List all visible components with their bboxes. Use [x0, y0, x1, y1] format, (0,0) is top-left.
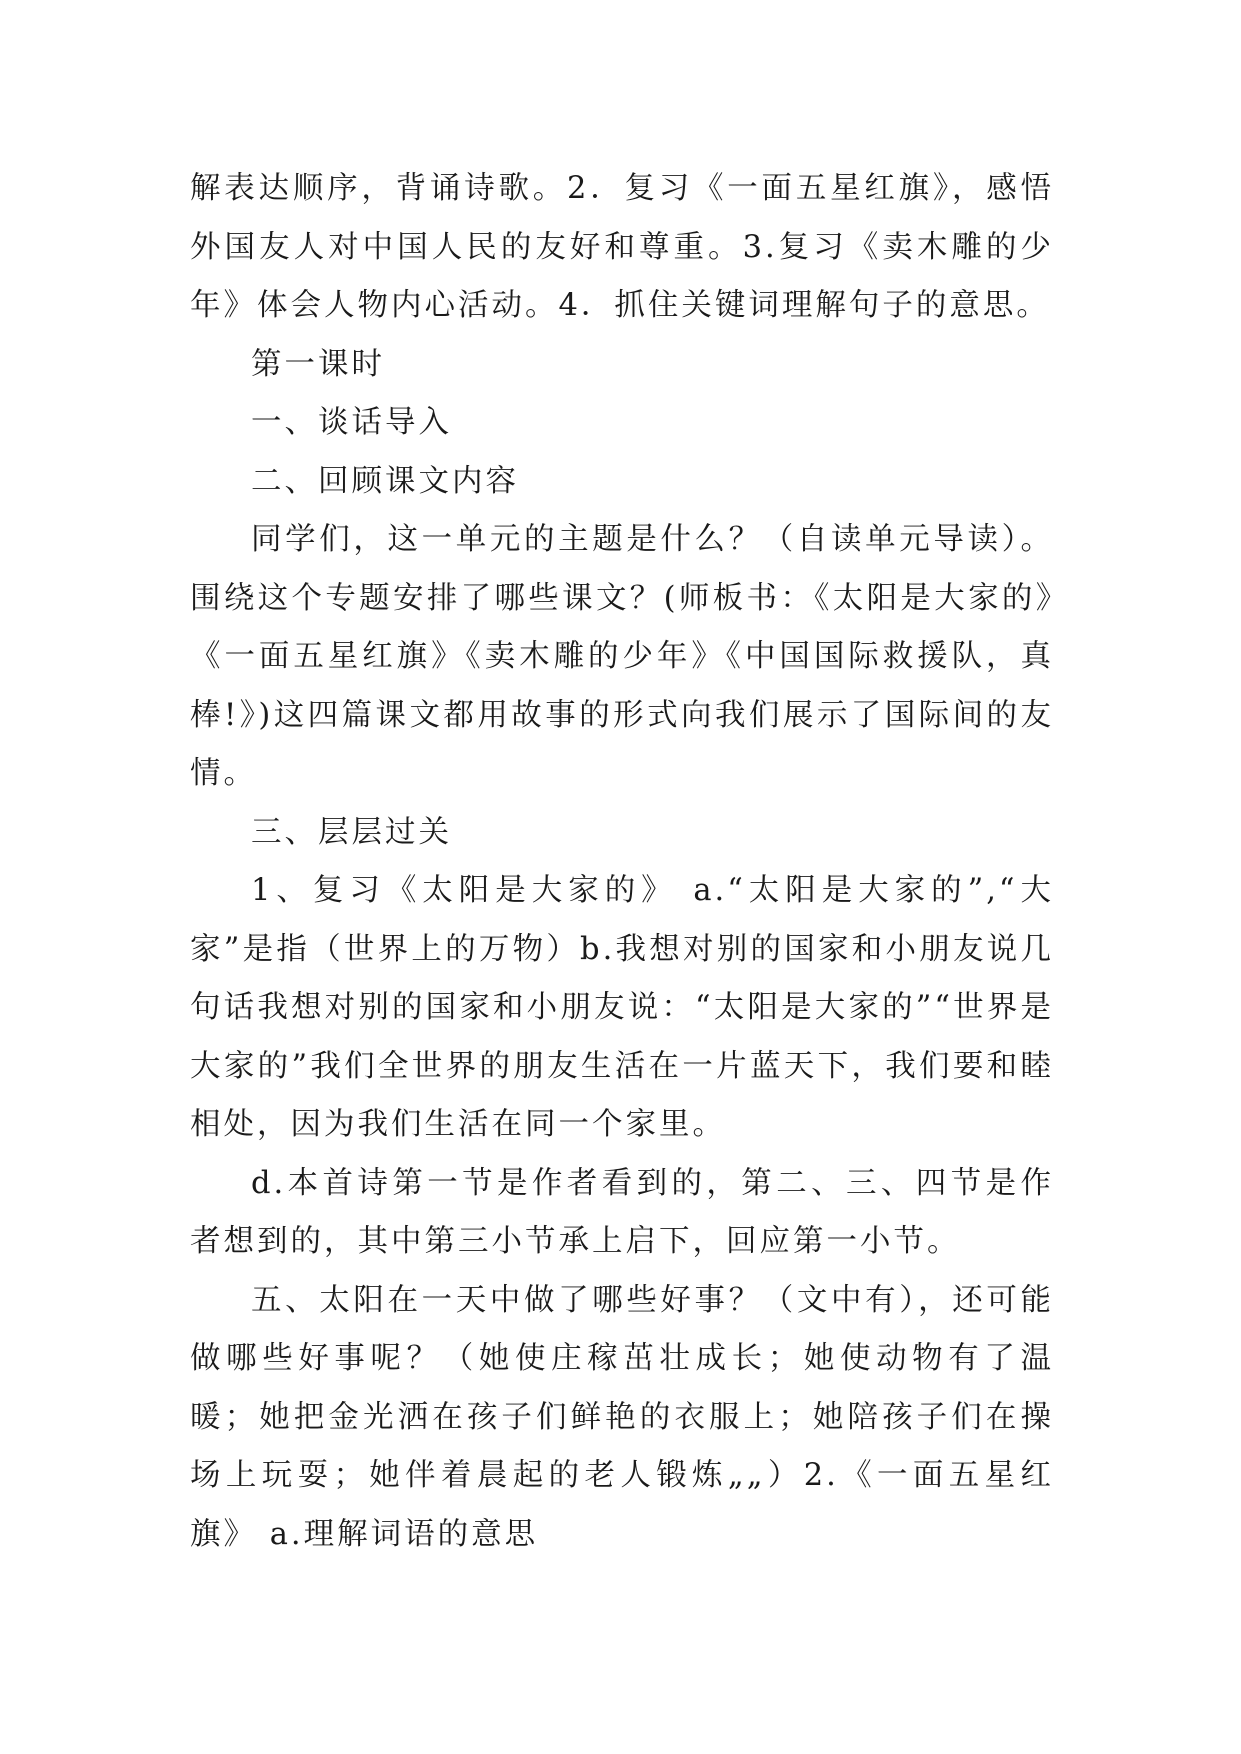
document-body: [190, 160, 1054, 1564]
paragraph-poem-structure: d.本首诗第一节是作者看到的，第二、三、四节是作者想到的，其中第三小节承上启下，回应第一小节。: [190, 1165, 1054, 1259]
paragraph-review-sun: 1、复习《太阳是大家的》 a.“太阳是大家的”,“大家”是指（世界上的万物）b.我想对别的国家和小朋友说几句话我想对别的国家和小朋友说：“太阳是大家的”“世界是大家的”我们全世界的朋友生活在一片蓝天下，我们要和睦相处，因为我们生活在同一个家里。: [190, 873, 1054, 1142]
paragraph-section-one: 一、谈话导入: [251, 405, 452, 440]
paragraph-lesson-one-heading: 第一课时: [251, 346, 385, 382]
paragraph-section-three: 三、层层过关: [251, 814, 452, 850]
paragraph-section-two: 二、回顾课文内容: [251, 463, 519, 499]
paragraph-section-five: 五、太阳在一天中做了哪些好事？（文中有），还可能做哪些好事呢？（她使庄稼茁壮成长；她使动物有了温暖；她把金光洒在孩子们鲜艳的衣服上；她陪孩子们在操场上玩耍；她伴着晨起的老人锻炼„„）2.《一面五星红旗》 a.理解词语的意思: [190, 1282, 1054, 1552]
paragraph-unit-theme: 同学们，这一单元的主题是什么？（自读单元导读）。围绕这个专题安排了哪些课文？(师板书：《太阳是大家的》《一面五星红旗》《卖木雕的少年》《中国国际救援队，真棒!》)这四篇课文都用故事的形式向我们展示了国际间的友情。: [190, 522, 1054, 791]
paragraph-objectives: 解表达顺序，背诵诗歌。2．复习《一面五星红旗》，感悟外国友人对中国人民的友好和尊重。3.复习《卖木雕的少年》体会人物内心活动。4．抓住关键词理解句子的意思。: [190, 171, 1054, 323]
